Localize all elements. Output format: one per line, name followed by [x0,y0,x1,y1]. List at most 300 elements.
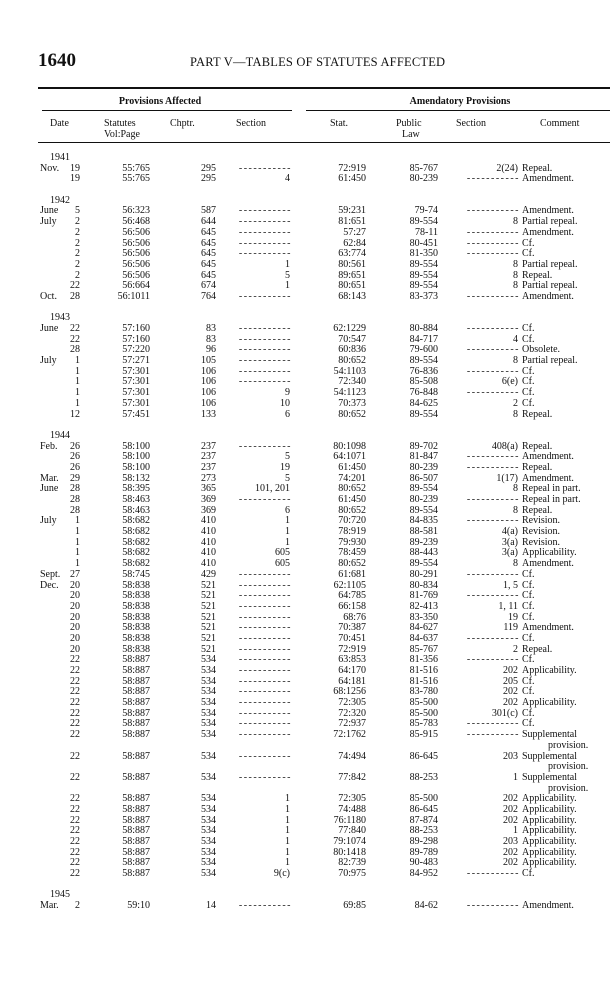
stat-cell: 64:170 [338,665,366,676]
section-cell: - - - - - - - - - - - [238,323,290,334]
stat-cell: 80:651 [338,280,366,292]
public-law-cell: 89-554 [409,258,438,270]
date-month: June [40,323,59,334]
chapter-cell: 644 [201,216,216,228]
public-law-cell: 85-500 [409,707,438,719]
date-day: 28 [70,504,80,516]
comment-cell: Repeal. [522,162,553,174]
stat-cell: 57:27 [343,226,366,238]
statutes-cell: 57:301 [122,365,150,377]
stat-cell: 69:85 [343,900,366,912]
chapter-cell: 521 [201,643,216,655]
public-law-cell: 85-783 [409,718,438,730]
amend-section-cell: 301(c) [491,707,518,719]
public-law-cell: 81-769 [409,590,438,602]
statutes-cell: 58:887 [122,825,150,837]
group-heading-amendatory-provisions: Amendatory Provisions [409,96,511,107]
public-law-cell: 89-554 [409,216,438,228]
comment-cell: Cf. [522,387,535,399]
comment-cell: Cf. [522,397,535,409]
amend-section-cell: 4(a) [501,526,518,538]
section-cell: - - - - - - - - - - - [238,600,290,612]
amend-section-cell: 8 [513,269,518,281]
statutes-cell: 58:838 [122,643,150,655]
stat-cell: 80:652 [338,483,366,495]
chapter-cell: 14 [206,900,216,912]
comment-cell: Applicability. [522,547,577,559]
public-law-cell: 84-717 [409,333,438,345]
comment-cell: Applicability. [522,803,577,815]
chapter-cell: 534 [201,846,216,858]
date-day: 1 [75,558,80,570]
year-label: 1942 [50,194,70,206]
comment-cell: Cf. [522,568,535,580]
chapter-cell: 534 [201,654,216,666]
table-top-rule [38,87,610,89]
comment-cell: Cf. [522,611,535,623]
stat-cell: 78:459 [338,547,366,559]
public-law-cell: 81-356 [409,654,438,666]
date-day: 26 [70,461,80,473]
column-header-comment: Comment [540,118,580,129]
chapter-cell: 521 [201,579,216,591]
comment-cell: Cf. [522,590,535,602]
table-row [0,260,616,271]
comment-cell: Applicability. [522,836,577,848]
public-law-cell: 80-239 [409,461,438,473]
section-cell: - - - - - - - - - - - [238,643,290,655]
column-header-date: Date [50,118,69,129]
comment-cell: Cf. [522,632,535,644]
amend-section-cell: 203 [503,750,518,762]
stat-cell: 80:652 [338,355,366,367]
statutes-cell: 58:463 [122,494,150,505]
stat-cell: 72:919 [338,162,366,174]
stat-cell: 77:840 [338,825,366,837]
comment-cell: Amendment. [522,900,574,912]
date-day: 22 [70,868,80,880]
chapter-cell: 410 [201,558,216,570]
section-cell: - - - - - - - - - - - [238,216,290,228]
statutes-cell: 58:100 [122,451,150,463]
chapter-cell: 295 [201,173,216,185]
stat-cell: 72:937 [338,718,366,730]
comment-cell: Repeal. [522,440,553,452]
date-day: 20 [70,632,80,644]
public-law-cell: 89-554 [409,504,438,516]
comment-cell: Cf. [522,248,535,260]
public-law-cell: 89-554 [409,558,438,570]
stat-cell: 72:1762 [333,729,366,741]
amend-section-cell: - - - - - - - - - - - [466,226,518,238]
public-law-cell: 83-780 [409,686,438,698]
chapter-cell: 645 [201,269,216,281]
date-day: 22 [70,771,80,783]
section-cell: 19 [280,461,290,473]
comment-cell: Applicability. [522,825,577,837]
public-law-cell: 85-508 [409,376,438,388]
public-law-cell: 81-350 [409,248,438,260]
stat-cell: 64:785 [338,590,366,602]
section-cell: 9(c) [273,868,290,880]
table-row [0,174,616,185]
date-day: 1 [75,547,80,559]
amend-section-cell: 202 [503,814,518,826]
chapter-cell: 534 [201,675,216,687]
chapter-cell: 105 [201,355,216,367]
column-header-public-law-line1: Public [396,118,422,129]
date-day: 2 [75,248,80,260]
comment-cell: Cf. [522,376,535,388]
date-day: 22 [70,836,80,848]
public-law-cell: 89-298 [409,836,438,848]
statutes-cell: 58:682 [122,526,150,538]
stat-cell: 70:387 [338,622,366,634]
section-cell: - - - - - - - - - - - [238,579,290,591]
section-cell: 1 [285,536,290,548]
date-day: 28 [70,290,80,302]
comment-cell: Amendment. [522,558,574,570]
section-cell: 6 [285,504,290,516]
comment-cell: Partial repeal. [522,216,578,228]
public-law-cell: 89-554 [409,483,438,495]
section-cell: - - - - - - - - - - - [238,205,290,217]
stat-cell: 59:231 [338,205,366,217]
public-law-cell: 81-516 [409,665,438,676]
stat-cell: 72:340 [338,376,366,388]
public-law-cell: 80-884 [409,323,438,334]
stat-cell: 70:975 [338,868,366,880]
date-month: Mar. [40,472,59,484]
statutes-cell: 58:100 [122,440,150,452]
amend-section-cell: 2(24) [496,162,518,174]
section-cell: 1 [285,803,290,815]
amend-section-cell: 8 [513,504,518,516]
date-day: 22 [70,825,80,837]
statutes-cell: 56:323 [122,205,150,217]
amend-section-cell: - - - - - - - - - - - [466,173,518,185]
statutes-cell: 58:887 [122,750,150,762]
amend-section-cell: 119 [503,622,518,634]
amend-section-cell: 1 [513,825,518,837]
date-day: 22 [70,665,80,676]
stat-cell: 72:305 [338,793,366,805]
stat-cell: 80:1098 [333,440,366,452]
date-day: 1 [75,376,80,388]
stat-cell: 61:681 [338,568,366,580]
date-month: July [40,355,57,367]
comment-cell: Repeal. [522,408,553,420]
statutes-cell: 58:887 [122,836,150,848]
amend-section-cell: - - - - - - - - - - - [466,365,518,377]
section-cell: - - - - - - - - - - - [238,665,290,676]
statutes-cell: 57:301 [122,397,150,409]
table-row [0,410,616,421]
chapter-cell: 410 [201,536,216,548]
statutes-cell: 58:887 [122,846,150,858]
section-cell: 101, 201 [255,483,290,495]
table-row [0,228,616,239]
public-law-cell: 84-62 [414,900,438,912]
statutes-cell: 58:838 [122,579,150,591]
amend-section-cell: 8 [513,558,518,570]
statutes-cell: 58:838 [122,590,150,602]
public-law-cell: 85-915 [409,729,438,741]
stat-cell: 60:836 [338,344,366,356]
section-cell: 1 [285,836,290,848]
statutes-cell: 57:160 [122,333,150,345]
date-day: 22 [70,333,80,345]
statutes-cell: 58:132 [122,472,150,484]
comment-cell: Cf. [522,718,535,730]
section-cell: 1 [285,857,290,869]
date-day: 22 [70,718,80,730]
comment-cell: Cf. [522,686,535,698]
chapter-cell: 534 [201,793,216,805]
stat-cell: 80:652 [338,504,366,516]
date-day: 2 [75,269,80,281]
amend-section-cell: - - - - - - - - - - - [466,248,518,260]
comment-cell: Revision. [522,515,561,527]
date-day: 28 [70,494,80,505]
public-law-cell: 89-554 [409,408,438,420]
stat-cell: 79:1074 [333,836,366,848]
public-law-cell: 89-554 [409,355,438,367]
comment-cell: Cf. [522,600,535,612]
chapter-cell: 521 [201,632,216,644]
chapter-cell: 534 [201,771,216,783]
date-month: Feb. [40,440,58,452]
stat-cell: 54:1103 [333,365,366,377]
public-law-cell: 85-767 [409,162,438,174]
statutes-cell: 58:887 [122,697,150,709]
comment-cell: Partial repeal. [522,258,578,270]
section-cell: - - - - - - - - - - - [238,333,290,345]
public-law-cell: 78-11 [415,226,438,238]
statutes-cell: 58:682 [122,558,150,570]
table-row [0,869,616,880]
public-law-cell: 88-253 [409,771,438,783]
table-header-rule [38,142,610,143]
amend-section-cell: - - - - - - - - - - - [466,515,518,527]
statutes-cell: 56:1011 [117,290,150,302]
date-day: 22 [70,793,80,805]
amend-section-cell: - - - - - - - - - - - [466,900,518,912]
stat-cell: 72:305 [338,697,366,709]
chapter-cell: 534 [201,803,216,815]
comment-cell: Repeal in part. [522,494,581,505]
public-law-cell: 84-835 [409,515,438,527]
section-cell: - - - - - - - - - - - [238,248,290,260]
section-spacer [0,185,616,196]
date-month: Oct. [40,290,57,302]
amend-section-cell: - - - - - - - - - - - [466,387,518,399]
statutes-cell: 57:271 [122,355,150,367]
public-law-cell: 76-848 [409,387,438,399]
date-month: June [40,483,59,495]
chapter-cell: 83 [206,323,216,334]
stat-cell: 61:450 [338,173,366,185]
amend-section-cell: 205 [503,675,518,687]
amend-section-cell: - - - - - - - - - - - [466,654,518,666]
stat-cell: 76:1180 [333,814,366,826]
statutes-cell: 58:838 [122,600,150,612]
statutes-cell: 56:506 [122,248,150,260]
section-cell: - - - - - - - - - - - [238,568,290,580]
date-day: 2 [75,237,80,249]
chapter-cell: 237 [201,451,216,463]
page-number: 1640 [38,50,76,71]
comment-cell: Applicability. [522,665,577,676]
statutes-cell: 56:664 [122,280,150,292]
date-month: July [40,515,57,527]
amend-section-cell: 8 [513,216,518,228]
date-month: June [40,205,59,217]
table-row [0,399,616,410]
comment-cell: Supplemental provision. [522,771,589,794]
chapter-cell: 534 [201,814,216,826]
comment-cell: Applicability. [522,846,577,858]
comment-cell: Amendment. [522,451,574,463]
statutes-cell: 58:838 [122,622,150,634]
section-cell: - - - - - - - - - - - [238,611,290,623]
amend-section-cell: - - - - - - - - - - - [466,237,518,249]
public-law-cell: 79-74 [414,205,438,217]
comment-cell: Cf. [522,365,535,377]
section-cell: - - - - - - - - - - - [238,622,290,634]
statutes-cell: 56:506 [122,258,150,270]
date-day: 29 [70,472,80,484]
statutes-cell: 57:301 [122,376,150,388]
public-law-cell: 83-373 [409,290,438,302]
public-law-cell: 89-789 [409,846,438,858]
comment-cell: Cf. [522,675,535,687]
public-law-cell: 81-516 [409,675,438,687]
chapter-cell: 106 [201,365,216,377]
section-cell: - - - - - - - - - - - [238,718,290,730]
date-day: 22 [70,686,80,698]
chapter-cell: 534 [201,665,216,676]
section-cell: - - - - - - - - - - - [238,344,290,356]
chapter-cell: 521 [201,622,216,634]
year-label: 1941 [50,152,70,163]
public-law-cell: 85-500 [409,697,438,709]
chapter-cell: 521 [201,600,216,612]
comment-cell: Cf. [522,237,535,249]
comment-cell: Cf. [522,707,535,719]
chapter-cell: 369 [201,504,216,516]
stat-cell: 70:547 [338,333,366,345]
statutes-cell: 57:160 [122,323,150,334]
comment-cell: Cf. [522,323,535,334]
chapter-cell: 534 [201,718,216,730]
stat-cell: 62:1229 [333,323,366,334]
statutes-cell: 56:468 [122,216,150,228]
statutes-cell: 58:745 [122,568,150,580]
year-label: 1943 [50,312,70,324]
section-cell: - - - - - - - - - - - [238,900,290,912]
comment-cell: Repeal. [522,269,553,281]
section-cell: - - - - - - - - - - - [238,440,290,452]
amend-section-cell: 3(a) [501,536,518,548]
date-day: 22 [70,814,80,826]
date-day: 12 [70,408,80,420]
public-law-cell: 90-483 [409,857,438,869]
comment-cell: Applicability. [522,697,577,709]
column-header-section: Section [236,118,266,129]
date-day: 22 [70,675,80,687]
stat-cell: 72:919 [338,643,366,655]
amend-section-cell: 2 [513,397,518,409]
chapter-cell: 645 [201,226,216,238]
section-spacer [0,420,616,431]
column-header-stat: Stat. [330,118,349,129]
comment-cell: Cf. [522,333,535,345]
section-cell: - - - - - - - - - - - [238,654,290,666]
amend-section-cell: 6(e) [501,376,518,388]
public-law-cell: 88-581 [409,526,438,538]
stat-cell: 74:494 [338,750,366,762]
column-header-statutes-line2: Vol:Page [104,129,140,140]
section-spacer [0,303,616,314]
statutes-cell: 58:682 [122,536,150,548]
stat-cell: 63:774 [338,248,366,260]
public-law-cell: 88-253 [409,825,438,837]
chapter-cell: 106 [201,397,216,409]
comment-cell: Applicability. [522,857,577,869]
stat-cell: 80:652 [338,408,366,420]
column-header-chapter: Chptr. [170,118,195,129]
group-rule-right [306,110,610,111]
statutes-cell: 58:463 [122,504,150,516]
section-cell: 5 [285,269,290,281]
chapter-cell: 369 [201,494,216,505]
statutes-cell: 59:10 [127,900,150,912]
amend-section-cell: 19 [508,611,518,623]
stat-cell: 89:651 [338,269,366,281]
year-label: 1945 [50,889,70,901]
amend-section-cell: - - - - - - - - - - - [466,344,518,356]
date-month: Sept. [40,568,61,580]
stat-cell: 54:1123 [333,387,366,399]
comment-cell: Amendment. [522,173,574,185]
table-row [0,752,616,773]
public-law-cell: 80-834 [409,579,438,591]
public-law-cell: 76-836 [409,365,438,377]
statutes-cell: 58:887 [122,771,150,783]
comment-cell: Supplemental provision. [522,750,589,773]
amend-section-cell: 8 [513,258,518,270]
statutes-cell: 57:301 [122,387,150,399]
stat-cell: 79:930 [338,536,366,548]
section-cell: - - - - - - - - - - - [238,729,290,741]
date-day: 26 [70,451,80,463]
comment-cell: Revision. [522,536,561,548]
date-day: 22 [70,803,80,815]
date-month: Dec. [40,579,59,591]
comment-cell: Cf. [522,579,535,591]
section-cell: - - - - - - - - - - - [238,750,290,762]
date-day: 2 [75,258,80,270]
public-law-cell: 83-350 [409,611,438,623]
statutes-cell: 58:682 [122,515,150,527]
stat-cell: 68:76 [343,611,366,623]
amend-section-cell: 1(17) [496,472,518,484]
statutes-cell: 56:506 [122,226,150,238]
public-law-cell: 89-702 [409,440,438,452]
chapter-cell: 534 [201,707,216,719]
date-day: 20 [70,579,80,591]
